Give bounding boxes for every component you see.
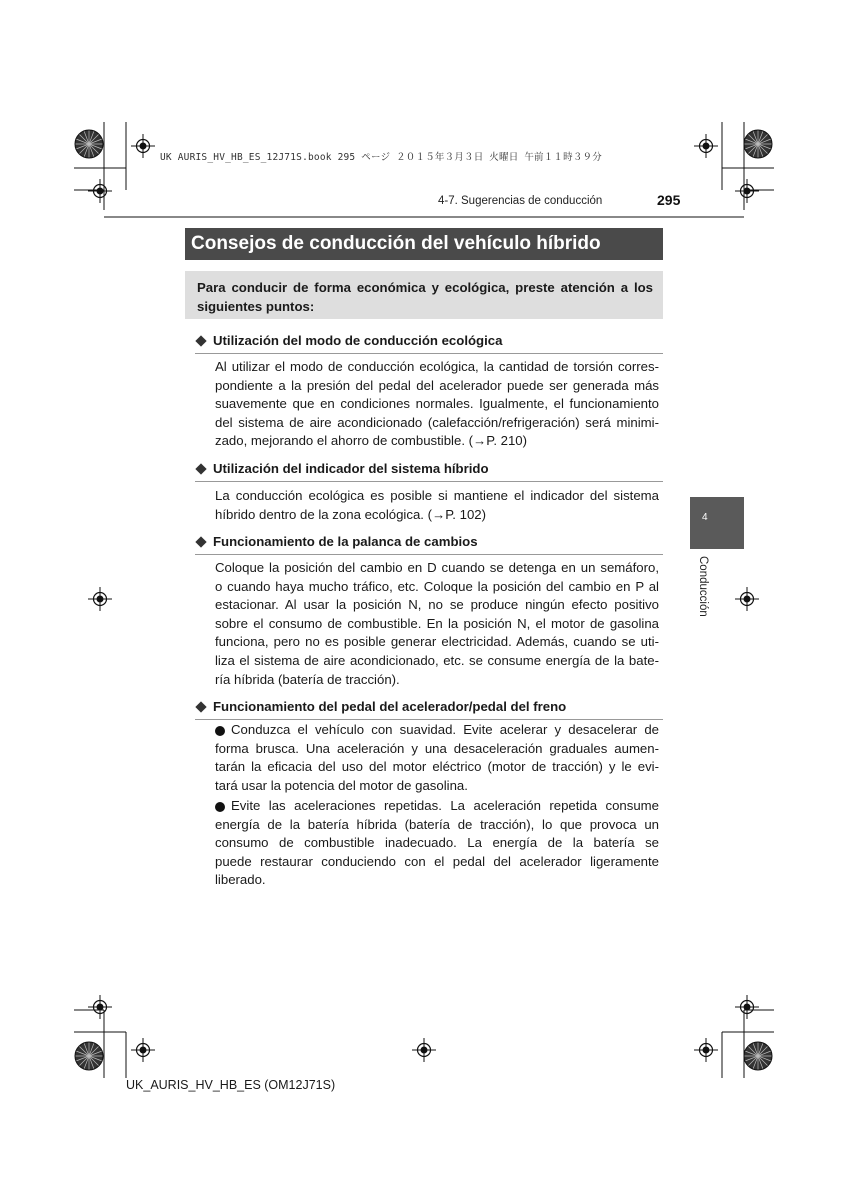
diamond-bullet-icon: [195, 701, 206, 712]
section-paragraph-eco-mode: [215, 358, 659, 451]
paragraph-line: Al utilizar el modo de conducción ecológica, la cantidad de torsión corres-: [215, 359, 659, 374]
diamond-bullet-icon: [195, 335, 206, 346]
bullet-line: Evite las aceleraciones repetidas. La aceleración repetida consume: [231, 798, 659, 813]
bullet-dot-icon: [215, 726, 225, 736]
page-number: 295: [657, 192, 681, 208]
diamond-bullet-icon: [195, 536, 206, 547]
section-heading-hybrid-indicator: [195, 459, 663, 482]
diamond-bullet-icon: [195, 463, 206, 474]
bullet-item-smooth-driving: [215, 721, 659, 797]
print-file-info: UK AURIS_HV_HB_ES_12J71S.book 295 ページ ２０１５年３月３日 火曜日 午前１１時３９分: [160, 152, 602, 163]
paragraph-line: Coloque la posición del cambio en D cuando se detenga en un semáforo,: [215, 560, 659, 575]
paragraph-line: ría híbrida (batería de tracción).: [215, 671, 400, 687]
paragraph-line: liza el sistema de aire acondicionado, etc. se consume energía de la bate-: [215, 652, 659, 668]
paragraph-line: híbrido dentro de la zona ecológica. (→P. 102): [215, 506, 487, 522]
section-paragraph-hybrid-indicator: [215, 487, 659, 524]
page-title: Consejos de conducción del vehículo híbrido: [185, 228, 663, 260]
paragraph-line: funciona, pero no es posible generar electricidad. Además, cuando se uti-: [215, 634, 659, 650]
section-heading-text: Funcionamiento de la palanca de cambios: [213, 534, 478, 549]
chapter-side-tab-number: 4: [702, 512, 708, 523]
bullet-line: consumo de combustible inadecuado. La energía de la batería se: [215, 835, 659, 851]
section-heading-eco-mode: [195, 331, 663, 354]
chapter-side-tab: [690, 497, 744, 549]
intro-box: [185, 271, 663, 319]
paragraph-line: estacionar. Al usar la posición N, no se produce ningún efecto positivo: [215, 597, 659, 613]
bullet-line: liberado.: [215, 872, 266, 888]
bullet-line: puede restaurar conduciendo con el pedal del acelerador ligeramente: [215, 853, 659, 869]
bullet-dot-icon: [215, 802, 225, 812]
paragraph-line: suavemente que en condiciones normales. Igualmente, el funcionamiento: [215, 396, 659, 412]
section-heading-text: Funcionamiento del pedal del acelerador/pedal del freno: [213, 699, 567, 714]
bullet-line: energía de la batería híbrida (batería de tracción), lo que provoca un: [215, 816, 659, 832]
intro-line-1: Para conducir de forma económica y ecológica, preste atención a los: [197, 280, 653, 295]
paragraph-line: pondiente a la presión del pedal del acelerador puede ser generada más: [215, 377, 659, 393]
section-paragraph-gear-lever: [215, 559, 659, 689]
bullet-item-repeated-acceleration: [215, 797, 659, 891]
header-rule: [104, 216, 744, 218]
bullet-line: tará usar la potencia del motor de gasolina.: [215, 777, 468, 793]
chapter-heading: 4-7. Sugerencias de conducción: [438, 195, 603, 207]
intro-line-2: siguientes puntos:: [197, 299, 315, 314]
section-heading-text: Utilización del indicador del sistema híbrido: [213, 461, 489, 476]
paragraph-line: del sistema de aire acondicionado (calefacción/refrigeración) será minimi-: [215, 414, 659, 430]
paragraph-line: o cuando haya mucho tráfico, etc. Coloque la posición del cambio en P al: [215, 578, 659, 594]
bullet-line: forma brusca. Una aceleración y una desaceleración graduales aumen-: [215, 740, 659, 756]
section-heading-pedals: [195, 697, 663, 720]
section-heading-gear-lever: [195, 532, 663, 555]
section-heading-text: Utilización del modo de conducción ecológica: [213, 333, 503, 348]
bullet-line: Conduzca el vehículo con suavidad. Evite acelerar y desacelerar de: [231, 722, 659, 737]
paragraph-line: zado, mejorando el ahorro de combustible. (→P. 210): [215, 433, 528, 449]
chapter-side-label: Conducción: [697, 556, 709, 617]
paragraph-line: La conducción ecológica es posible si mantiene el indicador del sistema: [215, 488, 659, 503]
footer-code: UK_AURIS_HV_HB_ES (OM12J71S): [126, 1078, 336, 1092]
paragraph-line: sobre el consumo de combustible. En la posición N, el motor de gasolina: [215, 615, 659, 631]
bullet-line: tarán la eficacia del uso del motor eléctrico (motor de tracción) y le evi-: [215, 759, 659, 775]
